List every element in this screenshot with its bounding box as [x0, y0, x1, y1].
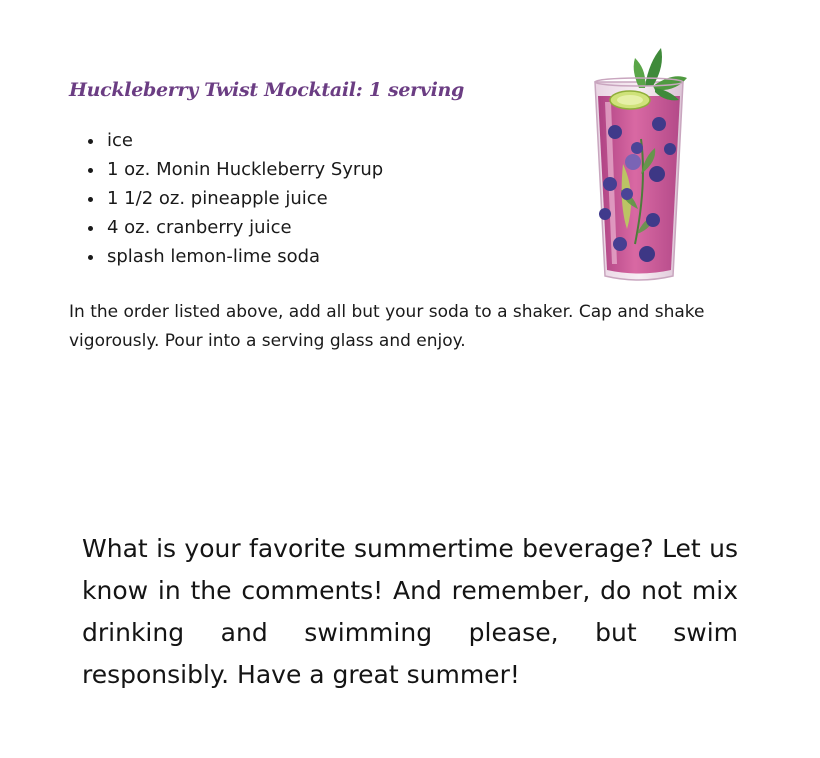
ingredient-item: • splash lemon-lime soda	[105, 242, 383, 271]
closing-message: What is your favorite summertime beverage? Let us know in the comments! And remember, do not mix drinking and swimming please, but swim responsibly. Have a great summer!	[82, 534, 738, 689]
ingredient-item: • 1 1/2 oz. pineapple juice	[105, 184, 383, 213]
ingredient-list	[79, 126, 383, 271]
ingredient-item: • 4 oz. cranberry juice	[105, 213, 383, 242]
recipe-title: Huckleberry Twist Mocktail: 1 serving	[69, 79, 465, 101]
mocktail-glass-illustration	[575, 44, 700, 289]
ingredient-item: • 1 oz. Monin Huckleberry Syrup	[105, 155, 383, 184]
ingredient-item: • ice	[105, 126, 383, 155]
recipe-instructions: In the order listed above, add all but your soda to a shaker. Cap and shake vigorously. Pour into a serving glass and enjoy.	[69, 302, 705, 351]
